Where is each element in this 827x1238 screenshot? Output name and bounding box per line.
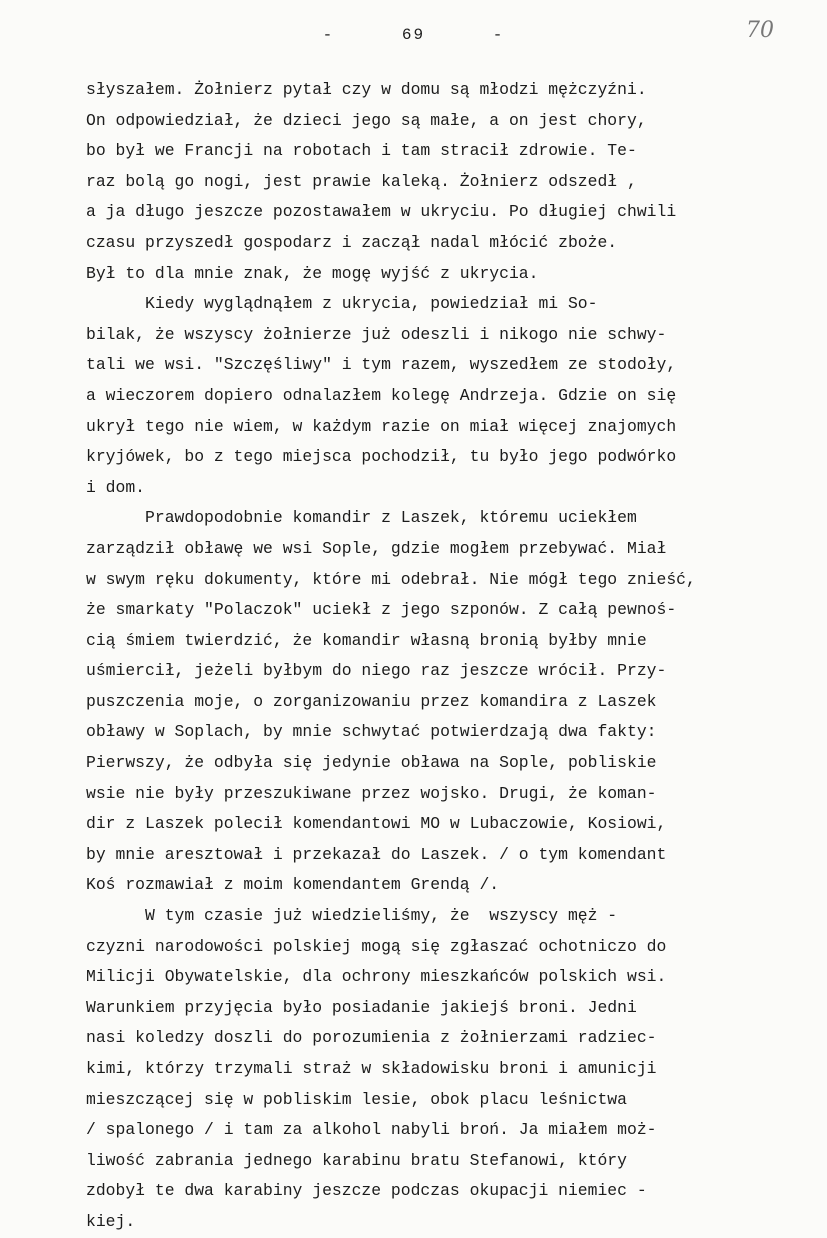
text-line: W tym czasie już wiedzieliśmy, że wszyscy męż - xyxy=(86,906,618,926)
text-line: cią śmiem twierdzić, że komandir własną bronią byłby mnie xyxy=(86,630,647,650)
text-line: że smarkaty "Polaczok" uciekł z jego szponów. Z całą pewnoś- xyxy=(86,600,677,620)
text-line: i dom. xyxy=(86,477,146,497)
text-line: / spalonego / i tam za alkohol nabyli broń. Ja miałem moż- xyxy=(86,1120,657,1140)
page-number: 69 xyxy=(401,26,426,44)
text-line: puszczenia moje, o zorganizowaniu przez komandira z Laszek xyxy=(86,691,657,711)
text-line: raz bolą go nogi, jest prawie kaleką. Żołnierz odszedł , xyxy=(86,171,637,191)
text-line: ukrył tego nie wiem, w każdym razie on miał więcej znajomych xyxy=(86,416,677,436)
typed-text-body xyxy=(86,75,786,1238)
text-line: liwość zabrania jednego karabinu bratu Stefanowi, który xyxy=(86,1150,627,1170)
text-line: kryjówek, bo z tego miejsca pochodził, tu było jego podwórko xyxy=(86,447,677,467)
text-line: nasi koledzy doszli do porozumienia z żołnierzami radziec- xyxy=(86,1028,657,1048)
text-line: czyzni narodowości polskiej mogą się zgłaszać ochotniczo do xyxy=(86,936,667,956)
page-header xyxy=(0,26,827,44)
header-dash-left: - xyxy=(322,26,335,44)
header-dash-right: - xyxy=(492,26,505,44)
text-line: Prawdopodobnie komandir z Laszek, któremu uciekłem xyxy=(86,508,637,528)
text-line: Milicji Obywatelskie, dla ochrony mieszkańców polskich wsi. xyxy=(86,967,667,987)
handwritten-archive-number: 70 xyxy=(746,18,774,43)
text-line: bo był we Francji na robotach i tam stracił zdrowie. Te- xyxy=(86,141,637,161)
text-line: uśmiercił, jeżeli byłbym do niego raz jeszcze wrócił. Przy- xyxy=(86,661,667,681)
text-line: wsie nie były przeszukiwane przez wojsko. Drugi, że koman- xyxy=(86,783,657,803)
text-line: zarządził obławę we wsi Sople, gdzie mogłem przebywać. Miał xyxy=(86,538,667,558)
text-line: a ja długo jeszcze pozostawałem w ukryciu. Po długiej chwili xyxy=(86,202,677,222)
text-line: słyszałem. Żołnierz pytał czy w domu są młodzi mężczyźni. xyxy=(86,80,647,99)
text-line: kimi, którzy trzymali straż w składowisku broni i amunicji xyxy=(86,1059,657,1078)
text-line: obławy w Soplach, by mnie schwytać potwierdzają dwa fakty: xyxy=(86,722,657,742)
text-line: by mnie aresztował i przekazał do Laszek. / o tym komendant xyxy=(86,844,667,864)
text-line: Warunkiem przyjęcia było posiadanie jakiejś broni. Jedni xyxy=(86,997,637,1017)
text-line: a wieczorem dopiero odnalazłem kolegę Andrzeja. Gdzie on się xyxy=(86,385,677,405)
text-line: kiej. xyxy=(86,1211,136,1231)
text-line: tali we wsi. "Szczęśliwy" i tym razem, wyszedłem ze stodoły, xyxy=(86,355,677,375)
text-line: w swym ręku dokumenty, które mi odebrał. Nie mógł tego znieść, xyxy=(86,569,696,589)
text-line: Kiedy wyglądnąłem z ukrycia, powiedział mi So- xyxy=(86,294,598,314)
text-line: czasu przyszedł gospodarz i zaczął nadal młócić zboże. xyxy=(86,232,618,252)
text-line: mieszczącej się w pobliskim lesie, obok placu leśnictwa xyxy=(86,1089,627,1109)
text-line: On odpowiedział, że dzieci jego są małe, a on jest chory, xyxy=(86,110,647,130)
text-line: dir z Laszek polecił komendantowi MO w Lubaczowie, Kosiowi, xyxy=(86,814,667,834)
text-line: Koś rozmawiał z moim komendantem Grendą /. xyxy=(86,875,500,895)
text-line: Pierwszy, że odbyła się jedynie obława na Sople, pobliskie xyxy=(86,753,657,773)
text-line: zdobył te dwa karabiny jeszcze podczas okupacji niemiec - xyxy=(86,1181,647,1201)
text-line: bilak, że wszyscy żołnierze już odeszli i nikogo nie schwy- xyxy=(86,324,667,344)
text-line: Był to dla mnie znak, że mogę wyjść z ukrycia. xyxy=(86,263,539,283)
